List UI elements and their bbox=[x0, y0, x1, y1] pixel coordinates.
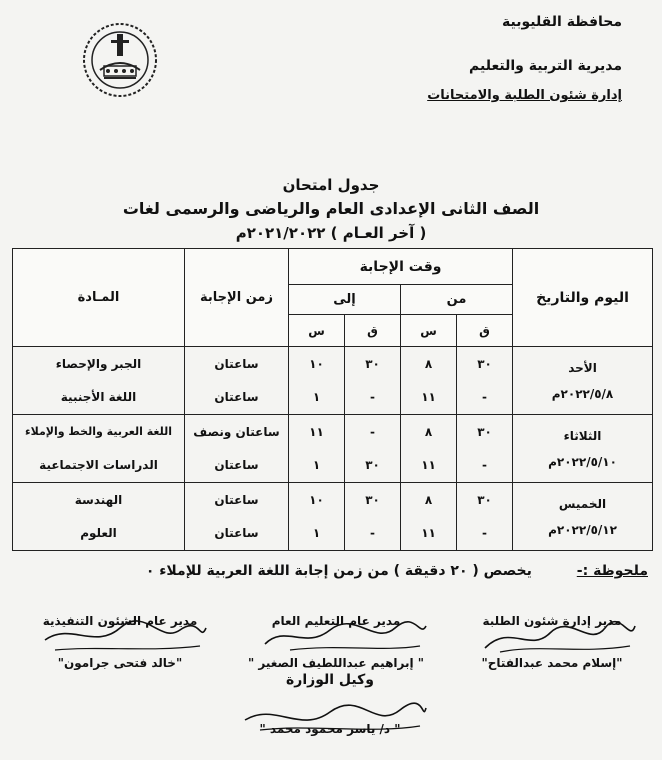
note-text: يخصص ( ٢٠ دقيقة ) من زمن إجابة اللغة العربية للإملاء ٠ bbox=[145, 563, 532, 579]
to-hour-cell: ١ bbox=[289, 449, 345, 483]
signature-name: " د/ ياسر محمود محمد " bbox=[259, 722, 401, 736]
schedule-title: جدول امتحان bbox=[282, 176, 380, 194]
to-hour-cell: ١ bbox=[289, 381, 345, 415]
directorate-label: مديرية التربية والتعليم bbox=[469, 58, 622, 74]
table-row bbox=[13, 347, 653, 381]
day-date-cell bbox=[513, 415, 653, 483]
signature-name: "إسلام محمد عبدالفتاح" bbox=[481, 656, 623, 670]
handwritten-signature-icon bbox=[480, 618, 640, 658]
day-date-header: اليوم والتاريخ bbox=[513, 249, 653, 347]
from-hour-cell: ٨ bbox=[401, 415, 457, 449]
day-date-cell bbox=[513, 347, 653, 415]
from-minute-cell: ٣٠ bbox=[457, 347, 513, 381]
governorate-label: محافظة القليوبية bbox=[502, 14, 622, 30]
from-hour-cell: ١١ bbox=[401, 381, 457, 415]
to-hour-cell: ١ bbox=[289, 517, 345, 551]
date-label: ٢٠٢٢/٥/٨م bbox=[551, 386, 614, 401]
signature-title: وكيل الوزارة bbox=[286, 672, 374, 688]
to-minute-cell: - bbox=[345, 517, 401, 551]
directorate-emblem-icon bbox=[80, 20, 160, 100]
signature-name: "خالد فتحى جرامون" bbox=[57, 656, 183, 670]
duration-cell: ساعتان bbox=[185, 449, 289, 483]
term-title: ( آخر العـام ) ٢٠٢١/٢٠٢٢م bbox=[235, 224, 427, 242]
day-date-cell bbox=[513, 483, 653, 551]
to-hour-header: س bbox=[289, 315, 345, 347]
from-minute-cell: - bbox=[457, 517, 513, 551]
from-minute-cell: - bbox=[457, 449, 513, 483]
to-hour-cell: ١٠ bbox=[289, 347, 345, 381]
to-hour-cell: ١١ bbox=[289, 415, 345, 449]
answer-time-header: وقت الإجابة bbox=[289, 249, 513, 285]
from-minute-cell: - bbox=[457, 381, 513, 415]
from-hour-cell: ٨ bbox=[401, 347, 457, 381]
subject-cell: اللغة العربية والخط والإملاء bbox=[13, 415, 185, 449]
note bbox=[8, 563, 648, 579]
date-label: ٢٠٢٢/٥/١٢م bbox=[548, 522, 617, 537]
duration-cell: ساعتان bbox=[185, 517, 289, 551]
to-header: إلى bbox=[289, 285, 401, 315]
subject-cell: الجبر والإحصاء bbox=[13, 347, 185, 381]
to-minute-header: ق bbox=[345, 315, 401, 347]
from-header: من bbox=[401, 285, 513, 315]
from-minute-cell: ٣٠ bbox=[457, 415, 513, 449]
from-minute-header: ق bbox=[457, 315, 513, 347]
to-minute-cell: ٣٠ bbox=[345, 449, 401, 483]
subject-cell: الهندسة bbox=[13, 483, 185, 517]
subject-header: المـادة bbox=[13, 249, 185, 347]
grade-title: الصف الثانى الإعدادى العام والرياضى والرسمى لغات bbox=[122, 199, 540, 218]
exam-schedule-table bbox=[12, 248, 653, 551]
duration-header: زمن الإجابة bbox=[185, 249, 289, 347]
subject-cell: الدراسات الاجتماعية bbox=[13, 449, 185, 483]
signature-title: مدير عام الشئون التنفيذية bbox=[42, 614, 198, 628]
table-row bbox=[13, 415, 653, 449]
signature-name: " إبراهيم عبداللطيف الصغير " bbox=[247, 656, 425, 670]
to-minute-cell: - bbox=[345, 381, 401, 415]
note-label: ملحوظة :- bbox=[576, 563, 648, 579]
date-label: ٢٠٢٢/٥/١٠م bbox=[548, 454, 617, 469]
from-hour-header: س bbox=[401, 315, 457, 347]
to-minute-cell: ٣٠ bbox=[345, 483, 401, 517]
subject-cell: العلوم bbox=[13, 517, 185, 551]
day-label: الأحد bbox=[568, 360, 597, 375]
to-minute-cell: - bbox=[345, 415, 401, 449]
from-hour-cell: ٨ bbox=[401, 483, 457, 517]
to-hour-cell: ١٠ bbox=[289, 483, 345, 517]
to-minute-cell: ٣٠ bbox=[345, 347, 401, 381]
duration-cell: ساعتان bbox=[185, 347, 289, 381]
from-minute-cell: ٣٠ bbox=[457, 483, 513, 517]
handwritten-signature-icon bbox=[240, 698, 430, 738]
signature-title: مدير إدارة شئون الطلبة bbox=[482, 614, 622, 628]
duration-cell: ساعتان bbox=[185, 483, 289, 517]
table-row bbox=[13, 483, 653, 517]
from-hour-cell: ١١ bbox=[401, 449, 457, 483]
duration-cell: ساعتان ونصف bbox=[185, 415, 289, 449]
duration-cell: ساعتان bbox=[185, 381, 289, 415]
department-label: إدارة شئون الطلبة والامتحانات bbox=[427, 88, 622, 103]
handwritten-signature-icon bbox=[40, 616, 210, 656]
handwritten-signature-icon bbox=[260, 616, 430, 656]
day-label: الخميس bbox=[558, 496, 607, 511]
signature-title: مدير عام التعليم العام bbox=[271, 614, 401, 628]
from-hour-cell: ١١ bbox=[401, 517, 457, 551]
day-label: الثلاثاء bbox=[563, 428, 602, 443]
subject-cell: اللغة الأجنبية bbox=[13, 381, 185, 415]
